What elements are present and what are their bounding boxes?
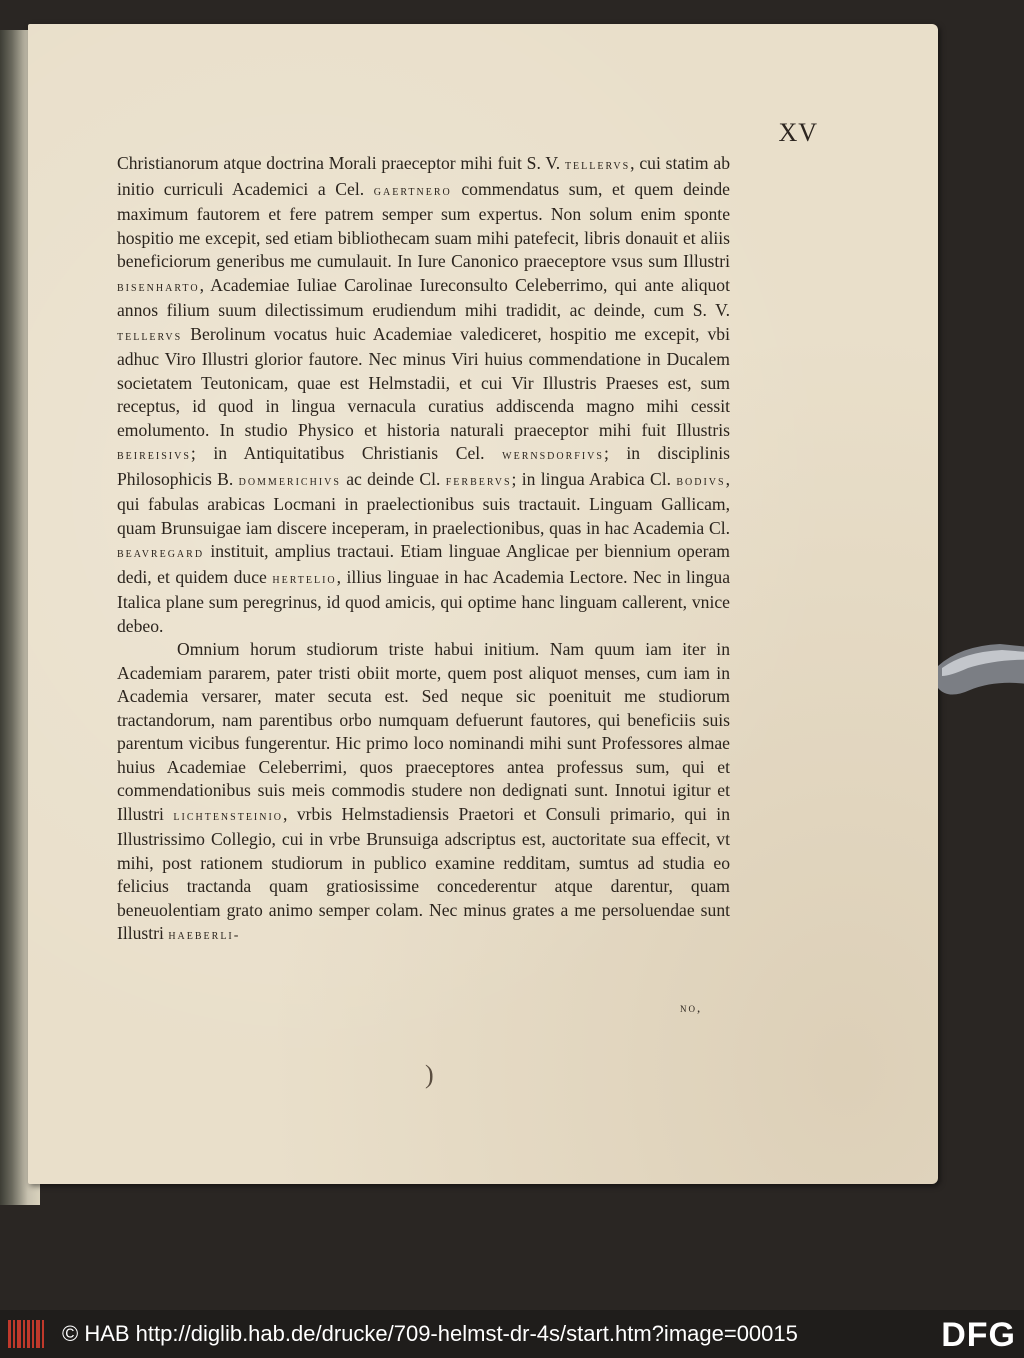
text-run: Berolinum vocatus huic Academiae valediceret, hospitio me excepit, vbi adhuc Viro Illustri glorior fautore. Nec minus Viri huius commendatione in Ducalem societatem Teutonicam, quae est Helmstadii, et cui Vir Illustris Praeses est, sum receptus, id quod in lingua vernacula curatius addiscenda magno mihi cessit emolumento. In studio Physico et historia naturali praeceptor mihi fuit Illustris — [117, 323, 730, 440]
text-run: ; in lingua Arabica Cl. — [511, 468, 677, 489]
name-smallcaps: ferbervs — [445, 473, 512, 489]
barcode-icon — [8, 1318, 48, 1350]
name-smallcaps: beavregard — [117, 546, 205, 561]
metal-clip-image — [930, 638, 1024, 718]
text-run: commendatus sum, et quem deinde maximum fautorem et fere patrem semper sum expertus. Non solum enim sponte hospitio me excepit, sed etiam bibliothecam suam mihi patefecit, libris donauit et aliis beneficiorum generibus me cumulauit. In Iure Canonico praeceptore vsus sum Illustri — [117, 178, 730, 271]
name-smallcaps: beireisivs — [117, 448, 191, 463]
name-smallcaps: lichtensteinio — [173, 808, 284, 824]
text-run: ; in disciplinis Philosophicis B. — [117, 443, 730, 489]
paragraph — [117, 152, 730, 638]
text-run: ; in Antiquitatibus Christianis Cel. — [190, 443, 503, 463]
text-run: , Academiae Iuliae Carolinae Iureconsulto Celeberrimo, qui ante aliquot annos filium suum dilectissimum erudiendum mihi tradidit, ac deinde, cum S. V. — [117, 274, 730, 320]
text-run: Omnium horum studiorum triste habui initium. Nam quum iam iter in Academiam pararem, pater tristi obiit morte, quem post aliquot menses, cum iam in Academia versarer, mater secuta est. Sed neque sic poenituit me studiorum tractandorum, nam parentibus orbo numquam defuerunt fautores, qui beneficiis suis parentum vicibus fungerentur. Hic primo loco nominandi mihi sunt Professores almae huius Academiae Celeberrimi, quos praeceptores antea professus sum, qui et commendationibus suis meis commodis studere non dedignati sunt. Innotui igitur et Illustri — [117, 639, 730, 824]
footer-bar — [0, 1310, 1024, 1358]
paragraph — [117, 638, 730, 948]
dfg-logo: DFG — [941, 1316, 1016, 1354]
text-run: , illius linguae in hac Academia Lectore. Nec in lingua Italica plane sum peregrinus, id quod amicis, qui optime hanc linguam callerent, vnice debeo. — [117, 566, 731, 636]
name-smallcaps: tellervs — [564, 158, 631, 173]
text-run: , qui fabulas arabicas Locmani in praelectionibus suis tractauit. Linguam Gallicam, quam Brunsuigae iam discere inceperam, in praelectionibus, quas in hac Academia Cl. — [117, 468, 730, 538]
name-smallcaps: haeberli- — [168, 928, 241, 943]
name-smallcaps: hertelio — [272, 571, 337, 587]
catchword: no, — [680, 1000, 703, 1015]
text-run: , cui statim ab initio curriculi Academici a Cel. — [117, 153, 731, 199]
copyright-link[interactable]: © HAB http://diglib.hab.de/drucke/709-helmst-dr-4s/start.htm?image=00015 — [62, 1321, 798, 1346]
name-smallcaps: wernsdorfivs — [502, 448, 604, 463]
page-number: XV — [778, 118, 818, 147]
name-smallcaps: tellervs — [117, 328, 183, 344]
text-run: instituit, amplius tractaui. Etiam linguae Anglicae per biennium operam dedi, et quidem duce — [117, 541, 730, 587]
name-smallcaps: gaertnero — [373, 183, 452, 199]
name-smallcaps: bodivs — [676, 473, 726, 489]
name-smallcaps: bisenharto — [117, 279, 200, 295]
text-run: ac deinde Cl. — [340, 468, 446, 489]
name-smallcaps: dommerichivs — [238, 473, 341, 489]
text-run: , vrbis Helmstadiensis Praetori et Consuli primario, qui in Illustrissimo Collegio, cui in vrbe Brunsuiga adscriptus est, auctoritate sua effecit, vt mihi, post rationem studiorum in publico examine redditam, sumtus ad studia eo felicius tractanda quam gratiosissime concederentur atque darentur, quam beneuolentiam grato animo semper colam. Nec minus grates a me persoluendae sunt Illustri — [117, 803, 730, 943]
page-body-text — [117, 152, 730, 948]
text-run: Christianorum atque doctrina Morali praeceptor mihi fuit S. V. — [117, 153, 565, 173]
page-mark: ) — [425, 1060, 434, 1089]
